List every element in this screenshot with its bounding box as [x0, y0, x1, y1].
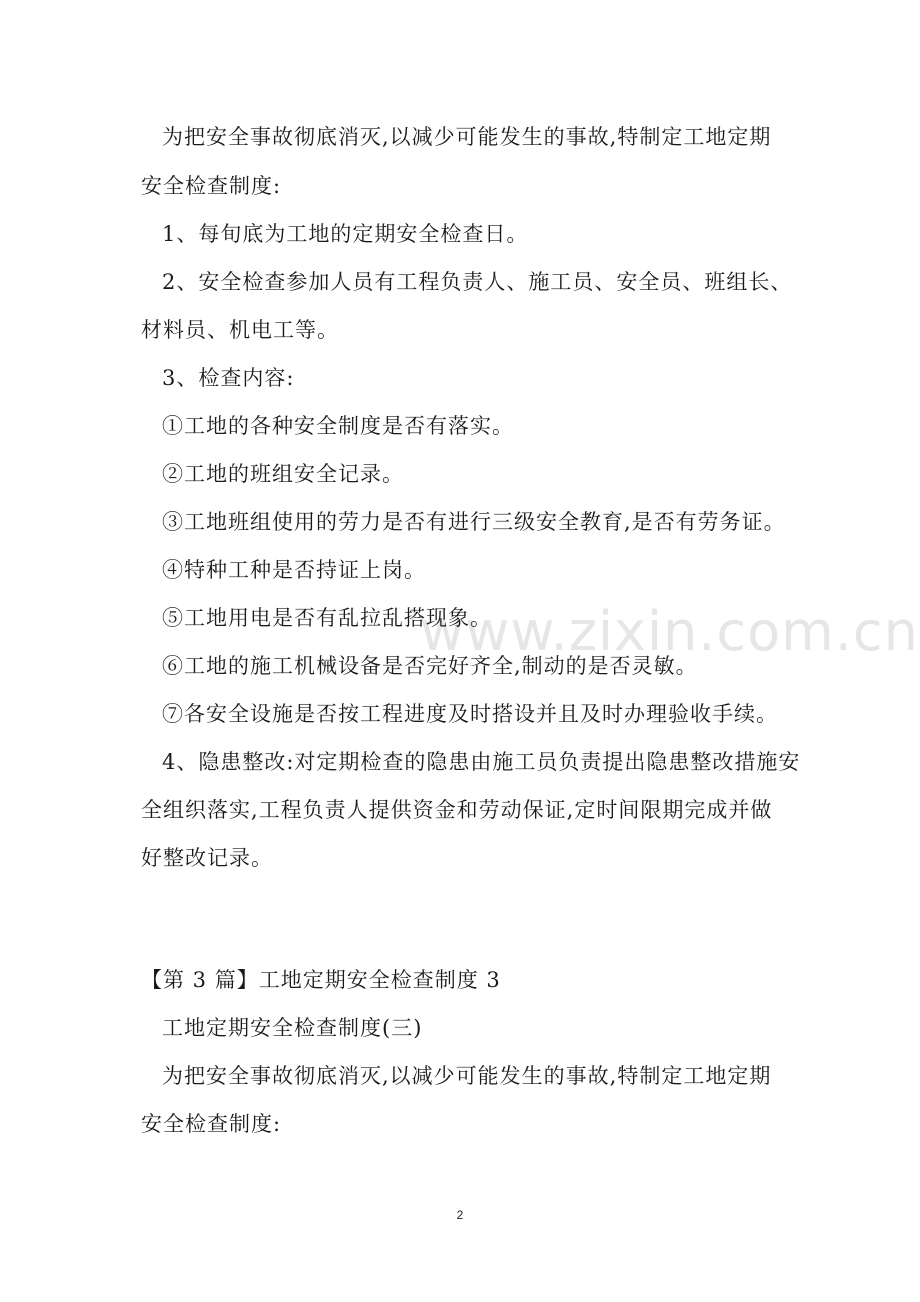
watermark: www.zixin.com.cn [420, 600, 919, 663]
item-4-line-3: 好整改记录。 [141, 846, 273, 870]
section-intro-line-1: 为把安全事故彻底消灭,以减少可能发生的事故,特制定工地定期 [162, 1064, 772, 1088]
item-4-line-1: 4、隐患整改:对定期检查的隐患由施工员负责提出隐患整改措施安 [162, 750, 801, 774]
item-1: 1、每旬底为工地的定期安全检查日。 [162, 222, 529, 246]
item-3: 3、检查内容: [162, 366, 295, 390]
check-item-5: ⑤工地用电是否有乱拉乱搭现象。 [162, 606, 492, 630]
section-intro-line-2: 安全检查制度: [141, 1112, 282, 1136]
check-item-2: ②工地的班组安全记录。 [162, 462, 404, 486]
item-2-line-2: 材料员、机电工等。 [141, 318, 339, 342]
check-item-3: ③工地班组使用的劳力是否有进行三级安全教育,是否有劳务证。 [162, 510, 786, 534]
paragraph-intro-line-2: 安全检查制度: [141, 174, 282, 198]
check-item-1: ①工地的各种安全制度是否有落实。 [162, 414, 514, 438]
item-4-line-2: 全组织落实,工程负责人提供资金和劳动保证,定时间限期完成并做 [141, 798, 773, 822]
page-number: 2 [456, 1208, 464, 1222]
check-item-4: ④特种工种是否持证上岗。 [162, 558, 426, 582]
item-2-line-1: 2、安全检查参加人员有工程负责人、施工员、安全员、班组长、 [162, 270, 793, 294]
section-subtitle: 工地定期安全检查制度(三) [162, 1016, 423, 1040]
paragraph-intro-line-1: 为把安全事故彻底消灭,以减少可能发生的事故,特制定工地定期 [162, 125, 772, 149]
section-heading: 【第 3 篇】工地定期安全检查制度 3 [141, 968, 501, 992]
check-item-7: ⑦各安全设施是否按工程进度及时搭设并且及时办理验收手续。 [162, 702, 778, 726]
check-item-6: ⑥工地的施工机械设备是否完好齐全,制动的是否灵敏。 [162, 654, 698, 678]
